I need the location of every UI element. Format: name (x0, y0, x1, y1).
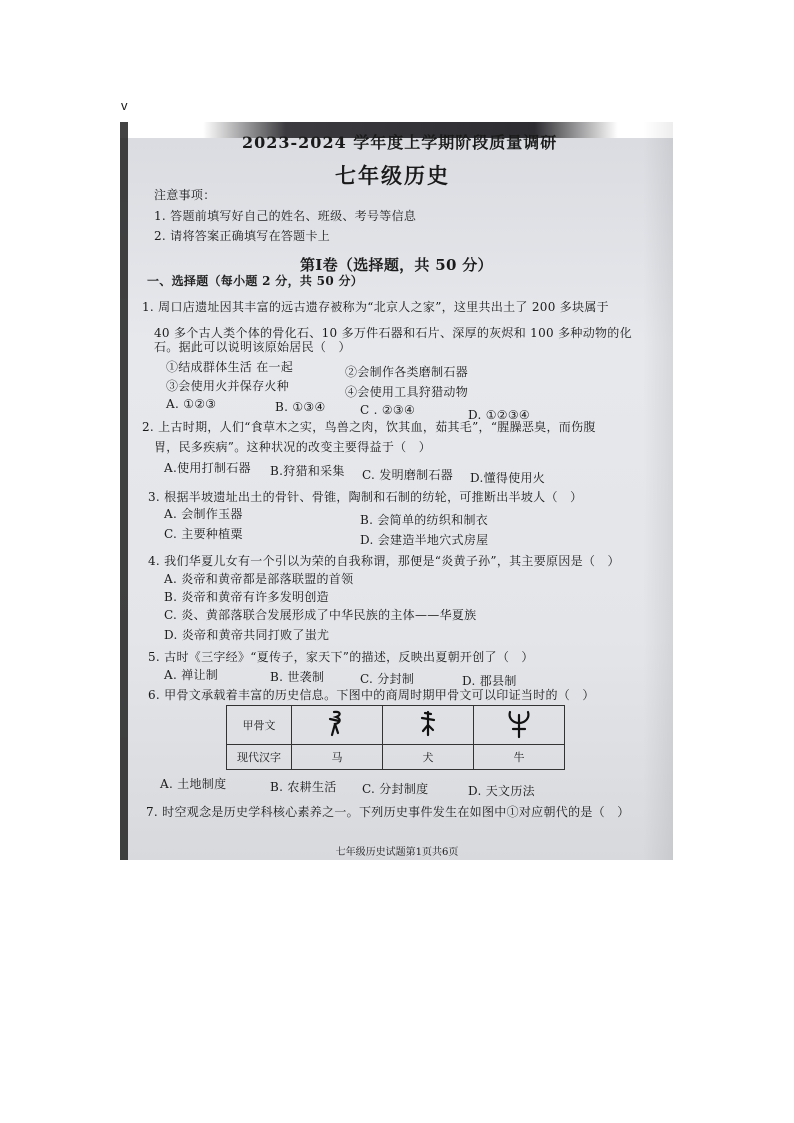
q2-option: B.狩猎和采集 (270, 464, 345, 478)
q4-option: D. 炎帝和黄帝共同打败了蚩尤 (164, 628, 330, 642)
q2-option: A.使用打制石器 (164, 461, 251, 475)
modern-char: 马 (292, 745, 383, 770)
dog-glyph-icon (417, 709, 439, 739)
q3-option: D. 会建造半地穴式房屋 (360, 533, 489, 547)
q1-statement: ①结成群体生活 在一起 (166, 360, 294, 374)
modern-char: 牛 (474, 745, 565, 770)
q6-stem: 6. 甲骨文承载着丰富的历史信息。下图中的商周时期甲骨文可以印证当时的（ ） (148, 688, 595, 702)
page-footer: 七年级历史试题第1页共6页 (335, 847, 459, 858)
q2-option: D.懂得使用火 (470, 471, 546, 485)
q5-option: A. 禅让制 (164, 668, 219, 682)
notice-item: 1. 答题前填写好自己的姓名、班级、考号等信息 (154, 209, 417, 223)
q1-option: A. ①②③ (166, 397, 217, 411)
oracle-glyph-horse (292, 706, 383, 745)
q4-option: A. 炎帝和黄帝都是部落联盟的首领 (164, 572, 354, 586)
q6-option: D. 天文历法 (468, 784, 535, 798)
section-title: 第Ⅰ卷（选择题，共 50 分） (300, 256, 493, 274)
notice-label: 注意事项： (154, 188, 216, 202)
oracle-glyph-dog (383, 706, 474, 745)
q2-stem: 胃，民多疾病”。这种状况的改变主要得益于（ ） (154, 440, 432, 454)
q1-statement: ④会使用工具狩猎动物 (345, 385, 469, 399)
q1-option: D. ①②③④ (468, 408, 530, 422)
q3-stem: 3. 根据半坡遗址出土的骨针、骨锥，陶制和石制的纺轮，可推断出半坡人（ ） (148, 490, 583, 504)
table-header-modern: 现代汉字 (227, 745, 292, 770)
q6-option: A. 土地制度 (160, 777, 227, 791)
q4-option: C. 炎、黄部落联合发展形成了中华民族的主体——华夏族 (164, 608, 477, 622)
table-header-oracle: 甲骨文 (227, 706, 292, 745)
q1-option: C . ②③④ (360, 403, 415, 417)
q3-option: C. 主要种植粟 (164, 527, 243, 541)
q1-stem: 40 多个古人类个体的骨化石、10 多万件石器和石片、深厚的灰烬和 100 多种动物的化 (154, 326, 632, 340)
oracle-bone-table (226, 705, 565, 770)
q7-stem: 7. 时空观念是历史学科核心素养之一。下列历史事件发生在如图中①对应朝代的是（ ） (146, 805, 630, 819)
q1-statement: ②会制作各类磨制石器 (345, 365, 469, 379)
horse-glyph-icon (326, 709, 348, 739)
photo-right-shadow (643, 122, 673, 860)
q2-stem: 2. 上古时期，人们“食草木之实，鸟兽之肉，饮其血，茹其毛”，“腥臊恶臭，而伤腹 (142, 420, 596, 434)
corner-mark: v (121, 98, 128, 113)
q1-statement: ③会使用火并保存火种 (166, 379, 290, 393)
q4-stem: 4. 我们华夏儿女有一个引以为荣的自我称谓，那便是“炎黄子孙”，其主要原因是（ ） (148, 554, 620, 568)
q5-option: D. 郡县制 (462, 674, 517, 688)
exam-subject: 七年级历史 (335, 163, 450, 188)
exam-title: 2023-2024 学年度上学期阶段质量调研 (242, 133, 558, 152)
q5-stem: 5. 古时《三字经》“夏传子，家天下”的描述，反映出夏朝开创了（ ） (148, 650, 534, 664)
q5-option: B. 世袭制 (270, 670, 325, 684)
q5-option: C. 分封制 (360, 672, 415, 686)
q6-option: C. 分封制度 (362, 782, 429, 796)
ox-glyph-icon (506, 709, 532, 739)
q1-option: B. ①③④ (275, 400, 326, 414)
modern-char: 犬 (383, 745, 474, 770)
q3-option: A. 会制作玉器 (164, 507, 243, 521)
q1-stem: 1. 周口店遗址因其丰富的远古遗存被称为“北京人之家”，这里共出土了 200 多块属于 (142, 300, 609, 314)
q3-option: B. 会简单的纺织和制衣 (360, 513, 489, 527)
q4-option: B. 炎帝和黄帝有许多发明创造 (164, 590, 329, 604)
oracle-glyph-ox (474, 706, 565, 745)
q1-stem: 石。据此可以说明该原始居民（ ） (154, 340, 351, 354)
q6-option: B. 农耕生活 (270, 780, 337, 794)
q2-option: C. 发明磨制石器 (362, 468, 454, 482)
notice-item: 2. 请将答案正确填写在答题卡上 (154, 229, 331, 243)
part-title: 一、选择题（每小题 2 分，共 50 分） (147, 274, 364, 288)
photo-left-edge (120, 122, 128, 860)
